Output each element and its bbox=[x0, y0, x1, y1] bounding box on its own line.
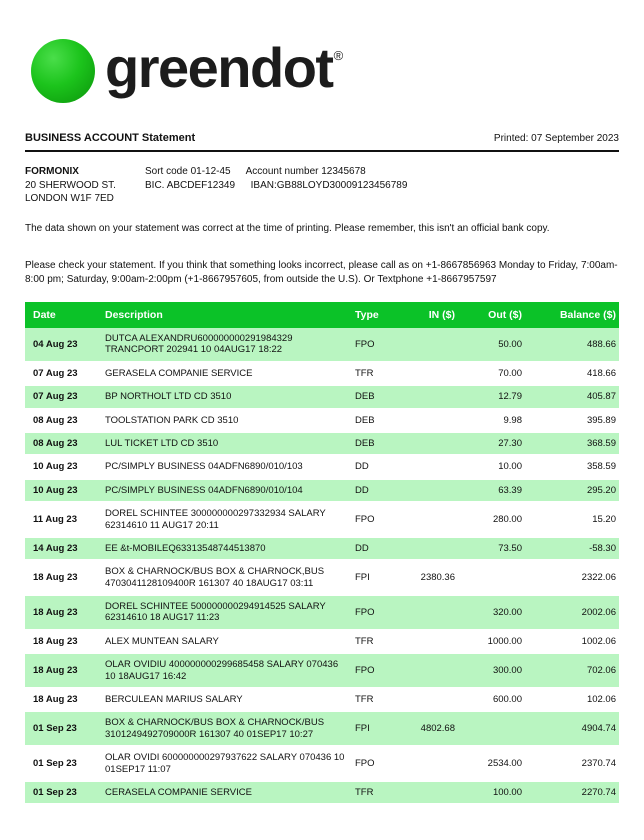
check-statement-notice: Please check your statement. If you think that something looks incorrect, please call as on +1-8667856963 Monday to Friday, 7:00am-8:00 pm; Saturday, 9:00am-2:00pm (+1-8667957605, from outside the U.S). Or Textphone +1-8667957597 bbox=[25, 260, 618, 285]
column-header-date: Date bbox=[25, 302, 105, 328]
table-row bbox=[25, 432, 619, 455]
out-amount-cell: 100.00 bbox=[455, 781, 522, 804]
account-number-label: Account number bbox=[245, 166, 319, 177]
account-details bbox=[145, 165, 619, 206]
table-row bbox=[25, 688, 619, 711]
description-cell: GERASELA COMPANIE SERVICE bbox=[105, 362, 355, 385]
out-amount-cell: 70.00 bbox=[455, 362, 522, 385]
description-cell: BERCULEAN MARIUS SALARY bbox=[105, 688, 355, 711]
table-row bbox=[25, 595, 619, 630]
balance-cell: 1002.06 bbox=[522, 630, 619, 653]
date-cell: 01 Sep 23 bbox=[25, 781, 105, 804]
balance-cell: 488.66 bbox=[522, 328, 619, 362]
type-cell: FPO bbox=[355, 746, 408, 781]
table-row bbox=[25, 746, 619, 781]
type-cell: TFR bbox=[355, 362, 408, 385]
in-amount-cell bbox=[408, 409, 455, 432]
data-correct-notice: The data shown on your statement was correct at the time of printing. Please remember, this isn't an official bank copy. bbox=[25, 222, 550, 234]
out-amount-cell bbox=[455, 560, 522, 595]
type-cell: FPO bbox=[355, 328, 408, 362]
table-row bbox=[25, 630, 619, 653]
table-row bbox=[25, 362, 619, 385]
type-cell: FPO bbox=[355, 653, 408, 688]
table-row bbox=[25, 560, 619, 595]
table-row bbox=[25, 328, 619, 362]
in-amount-cell: 4802.68 bbox=[408, 711, 455, 746]
balance-cell: 418.66 bbox=[522, 362, 619, 385]
description-cell: OLAR OVIDI 600000000297937622 SALARY 070436 10 01SEP17 11:07 bbox=[105, 746, 355, 781]
in-amount-cell bbox=[408, 595, 455, 630]
date-cell: 04 Aug 23 bbox=[25, 328, 105, 362]
column-header-type: Type bbox=[355, 302, 408, 328]
date-cell: 10 Aug 23 bbox=[25, 455, 105, 478]
printed-date: Printed: 07 September 2023 bbox=[493, 133, 619, 144]
description-cell: CERASELA COMPANIE SERVICE bbox=[105, 781, 355, 804]
balance-cell: 2270.74 bbox=[522, 781, 619, 804]
balance-cell: 702.06 bbox=[522, 653, 619, 688]
out-amount-cell: 10.00 bbox=[455, 455, 522, 478]
iban-label: IBAN: bbox=[250, 179, 277, 191]
date-cell: 14 Aug 23 bbox=[25, 537, 105, 560]
out-amount-cell: 320.00 bbox=[455, 595, 522, 630]
balance-cell: 405.87 bbox=[522, 385, 619, 408]
description-cell: EE &t-MOBILEQ63313548744513870 bbox=[105, 537, 355, 560]
iban-value: GB88LOYD30009123456789 bbox=[276, 179, 408, 191]
table-row bbox=[25, 711, 619, 746]
in-amount-cell bbox=[408, 746, 455, 781]
out-amount-cell: 600.00 bbox=[455, 688, 522, 711]
address-line-1: 20 SHERWOOD ST. bbox=[25, 179, 116, 191]
type-cell: TFR bbox=[355, 630, 408, 653]
account-holder-address bbox=[25, 165, 145, 206]
bic-value: ABCDEF12349 bbox=[166, 179, 236, 191]
account-number-value: 12345678 bbox=[321, 166, 366, 177]
balance-cell: 358.59 bbox=[522, 455, 619, 478]
header-row bbox=[25, 302, 619, 328]
sort-code-line bbox=[145, 165, 619, 179]
out-amount-cell bbox=[455, 711, 522, 746]
out-amount-cell: 300.00 bbox=[455, 653, 522, 688]
type-cell: DEB bbox=[355, 432, 408, 455]
type-cell: FPI bbox=[355, 711, 408, 746]
table-row bbox=[25, 653, 619, 688]
out-amount-cell: 1000.00 bbox=[455, 630, 522, 653]
date-cell: 08 Aug 23 bbox=[25, 409, 105, 432]
transactions-table-header bbox=[25, 302, 619, 328]
date-cell: 01 Sep 23 bbox=[25, 711, 105, 746]
balance-cell: 4904.74 bbox=[522, 711, 619, 746]
date-cell: 01 Sep 23 bbox=[25, 746, 105, 781]
out-amount-cell: 9.98 bbox=[455, 409, 522, 432]
description-cell: PC/SIMPLY BUSINESS 04ADFN6890/010/104 bbox=[105, 479, 355, 502]
date-cell: 10 Aug 23 bbox=[25, 479, 105, 502]
page-title: BUSINESS ACCOUNT Statement bbox=[25, 132, 196, 144]
table-row bbox=[25, 455, 619, 478]
type-cell: TFR bbox=[355, 781, 408, 804]
description-cell: ALEX MUNTEAN SALARY bbox=[105, 630, 355, 653]
in-amount-cell bbox=[408, 653, 455, 688]
out-amount-cell: 280.00 bbox=[455, 502, 522, 537]
bic-iban-line bbox=[145, 179, 619, 193]
in-amount-cell bbox=[408, 455, 455, 478]
in-amount-cell bbox=[408, 362, 455, 385]
header-divider bbox=[25, 150, 619, 152]
date-cell: 18 Aug 23 bbox=[25, 688, 105, 711]
registered-trademark-icon: ® bbox=[333, 47, 344, 63]
date-cell: 07 Aug 23 bbox=[25, 385, 105, 408]
date-cell: 18 Aug 23 bbox=[25, 595, 105, 630]
in-amount-cell bbox=[408, 537, 455, 560]
description-cell: TOOLSTATION PARK CD 3510 bbox=[105, 409, 355, 432]
table-row bbox=[25, 385, 619, 408]
description-cell: BOX & CHARNOCK/BUS BOX & CHARNOCK/BUS 3101249492709000R 161307 40 01SEP17 10:27 bbox=[105, 711, 355, 746]
date-cell: 18 Aug 23 bbox=[25, 630, 105, 653]
out-amount-cell: 27.30 bbox=[455, 432, 522, 455]
table-row bbox=[25, 537, 619, 560]
column-header-description: Description bbox=[105, 302, 355, 328]
type-cell: DEB bbox=[355, 409, 408, 432]
type-cell: DD bbox=[355, 479, 408, 502]
description-cell: DOREL SCHINTEE 300000000297332934 SALARY 62314610 11 AUG17 20:11 bbox=[105, 502, 355, 537]
in-amount-cell bbox=[408, 688, 455, 711]
statement-title-row bbox=[25, 132, 619, 150]
in-amount-cell: 2380.36 bbox=[408, 560, 455, 595]
table-row bbox=[25, 409, 619, 432]
in-amount-cell bbox=[408, 502, 455, 537]
type-cell: FPI bbox=[355, 560, 408, 595]
out-amount-cell: 63.39 bbox=[455, 479, 522, 502]
column-header-out: Out ($) bbox=[455, 302, 522, 328]
balance-cell: 15.20 bbox=[522, 502, 619, 537]
out-amount-cell: 12.79 bbox=[455, 385, 522, 408]
in-amount-cell bbox=[408, 479, 455, 502]
green-dot-icon bbox=[31, 39, 95, 103]
type-cell: DEB bbox=[355, 385, 408, 408]
sort-code-label: Sort code bbox=[145, 166, 188, 177]
balance-cell: 2370.74 bbox=[522, 746, 619, 781]
date-cell: 08 Aug 23 bbox=[25, 432, 105, 455]
column-header-in: IN ($) bbox=[408, 302, 455, 328]
transactions-table bbox=[25, 302, 619, 805]
table-row bbox=[25, 502, 619, 537]
logo-brand-text: greendot bbox=[105, 36, 333, 99]
sort-code-value: 01-12-45 bbox=[190, 166, 231, 177]
balance-cell: 2322.06 bbox=[522, 560, 619, 595]
description-cell: OLAR OVIDIU 400000000299685458 SALARY 070436 10 18AUG17 16:42 bbox=[105, 653, 355, 688]
description-cell: LUL TICKET LTD CD 3510 bbox=[105, 432, 355, 455]
type-cell: DD bbox=[355, 455, 408, 478]
balance-cell: 102.06 bbox=[522, 688, 619, 711]
type-cell: TFR bbox=[355, 688, 408, 711]
balance-cell: 395.89 bbox=[522, 409, 619, 432]
balance-cell: 295.20 bbox=[522, 479, 619, 502]
out-amount-cell: 2534.00 bbox=[455, 746, 522, 781]
date-cell: 18 Aug 23 bbox=[25, 653, 105, 688]
table-row bbox=[25, 479, 619, 502]
description-cell: DOREL SCHINTEE 500000000294914525 SALARY 62314610 18 AUG17 11:23 bbox=[105, 595, 355, 630]
description-cell: DUTCA ALEXANDRU600000000291984329 TRANCPORT 202941 10 04AUG17 18:22 bbox=[105, 328, 355, 362]
description-cell: PC/SIMPLY BUSINESS 04ADFN6890/010/103 bbox=[105, 455, 355, 478]
bic-label: BIC. bbox=[145, 179, 165, 191]
account-holder-name: FORMONIX bbox=[25, 166, 79, 177]
greendot-logo bbox=[31, 38, 619, 104]
date-cell: 18 Aug 23 bbox=[25, 560, 105, 595]
statement-table-body bbox=[25, 328, 619, 804]
in-amount-cell bbox=[408, 385, 455, 408]
account-block bbox=[25, 165, 619, 206]
balance-cell: 368.59 bbox=[522, 432, 619, 455]
in-amount-cell bbox=[408, 781, 455, 804]
out-amount-cell: 73.50 bbox=[455, 537, 522, 560]
balance-cell: 2002.06 bbox=[522, 595, 619, 630]
balance-cell: -58.30 bbox=[522, 537, 619, 560]
type-cell: FPO bbox=[355, 502, 408, 537]
type-cell: DD bbox=[355, 537, 408, 560]
in-amount-cell bbox=[408, 432, 455, 455]
in-amount-cell bbox=[408, 630, 455, 653]
description-cell: BOX & CHARNOCK/BUS BOX & CHARNOCK,BUS 4703041128109400R 161307 40 18AUG17 03:11 bbox=[105, 560, 355, 595]
date-cell: 07 Aug 23 bbox=[25, 362, 105, 385]
address-line-2: LONDON W1F 7ED bbox=[25, 193, 114, 204]
description-cell: BP NORTHOLT LTD CD 3510 bbox=[105, 385, 355, 408]
date-cell: 11 Aug 23 bbox=[25, 502, 105, 537]
column-header-balance: Balance ($) bbox=[522, 302, 619, 328]
out-amount-cell: 50.00 bbox=[455, 328, 522, 362]
table-row bbox=[25, 781, 619, 804]
in-amount-cell bbox=[408, 328, 455, 362]
type-cell: FPO bbox=[355, 595, 408, 630]
